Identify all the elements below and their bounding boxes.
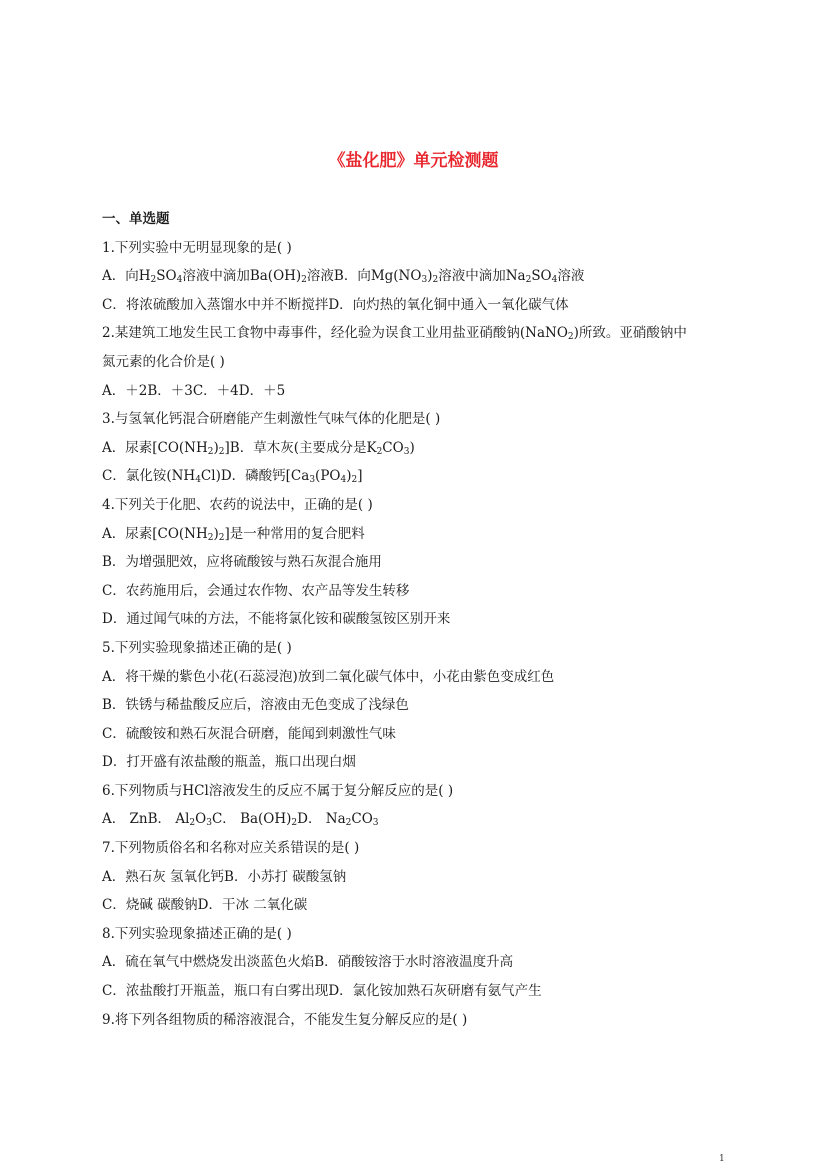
question-2-stem: 2.某建筑工地发生民工食物中毒事件，经化验为误食工业用盐亚硝酸钠(NaNO$_2$)所致。亚硝酸钠中: [102, 325, 687, 343]
question-5-option-a: A．将干燥的紫色小花(石蕊浸泡)放到二氧化碳气体中，小花由紫色变成红色: [102, 668, 555, 685]
question-7-options-ab: A．熟石灰 氢氧化钙B．小苏打 碳酸氢钠: [102, 868, 347, 885]
question-3-options-ab: A．尿素$[CO(NH_2)_2]B$．草木灰(主要成分是$K_2CO_3$): [102, 439, 415, 457]
question-8-stem: 8.下列实验现象描述正确的是( ): [102, 925, 292, 942]
question-7-options-cd: C．烧碱 碳酸钠D．干冰 二氧化碳: [102, 897, 308, 914]
question-4-option-d: D．通过闻气味的方法，不能将氯化铵和碳酸氢铵区别开来: [102, 611, 451, 628]
question-1-stem: 1.下列实验中无明显现象的是( ): [102, 239, 292, 256]
question-6-options: A． ZnB． $Al_2O_3C$． $Ba(OH)_2D$． $Na_2CO_3$: [102, 811, 379, 829]
document-title: 《盐化肥》单元检测题: [328, 151, 499, 171]
question-4-option-c: C．农药施用后，会通过农作物、农产品等发生转移: [102, 582, 410, 599]
question-2-stem-cont: 氮元素的化合价是( ): [102, 353, 225, 370]
question-6-stem: 6.下列物质与HCl溶液发生的反应不属于复分解反应的是( ): [102, 782, 454, 799]
section-heading: 一、单选题: [102, 211, 170, 227]
question-4-option-a: A．尿素$[CO(NH_2)_2]$是一种常用的复合肥料: [102, 525, 365, 543]
question-1-options-cd: C．将浓硫酸加入蒸馏水中并不断搅拌D．向灼热的氧化铜中通入一氧化碳气体: [102, 296, 569, 313]
question-4-stem: 4.下列关于化肥、农药的说法中，正确的是( ): [102, 496, 373, 513]
question-3-stem: 3.与氢氧化钙混合研磨能产生刺激性气味气体的化肥是( ): [102, 411, 441, 428]
question-1-options-ab: A．向$H_2SO_4$溶液中滴加$Ba(OH)_2$溶液B．向$Mg(NO_3)_2$溶液中滴加$Na_2SO_4$溶液: [102, 268, 585, 286]
question-5-option-d: D．打开盛有浓盐酸的瓶盖，瓶口出现白烟: [102, 754, 356, 771]
question-5-stem: 5.下列实验现象描述正确的是( ): [102, 639, 292, 656]
question-5-option-c: C．硫酸铵和熟石灰混合研磨，能闻到刺激性气味: [102, 725, 396, 742]
question-8-options-ab: A．硫在氧气中燃烧发出淡蓝色火焰B．硝酸铵溶于水时溶液温度升高: [102, 954, 514, 971]
page-number: 1: [719, 1154, 725, 1164]
question-8-options-cd: C．浓盐酸打开瓶盖，瓶口有白雾出现D．氯化铵加熟石灰研磨有氨气产生: [102, 983, 542, 1000]
question-5-option-b: B．铁锈与稀盐酸反应后，溶液由无色变成了浅绿色: [102, 697, 409, 714]
question-2-options: A．＋2B．＋3C．＋4D．＋5: [102, 382, 286, 399]
question-3-options-cd: C．氯化铵$(NH_4Cl)D$．磷酸钙$[Ca_3(PO_4)_2]$: [102, 468, 363, 486]
question-7-stem: 7.下列物质俗名和名称对应关系错误的是( ): [102, 840, 360, 857]
question-4-option-b: B．为增强肥效，应将硫酸铵与熟石灰混合施用: [102, 554, 382, 571]
question-list: [102, 205, 732, 1034]
question-9-stem: 9.将下列各组物质的稀溶液混合，不能发生复分解反应的是( ): [102, 1011, 468, 1028]
